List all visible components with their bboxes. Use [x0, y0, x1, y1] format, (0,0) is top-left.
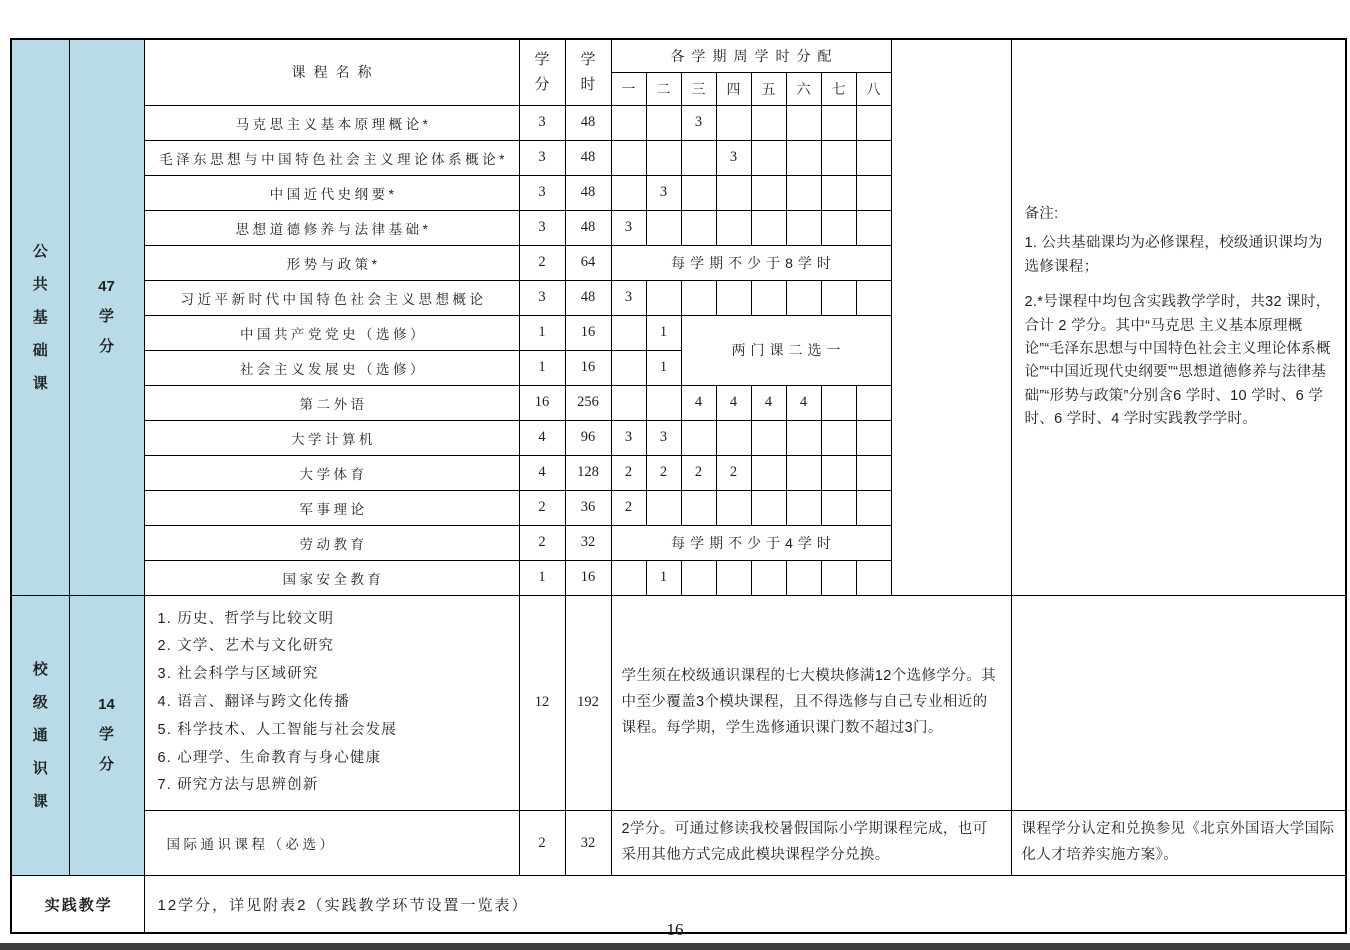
semester-cell: 3 — [646, 175, 681, 210]
semester-cell — [786, 420, 821, 455]
module-item: 3. 社会科学与区域研究 — [157, 666, 319, 683]
course-credits-cell: 3 — [519, 280, 565, 315]
semester-cell — [681, 560, 716, 595]
semester-cell — [681, 420, 716, 455]
course-name-cell: 中国共产党党史（选修） — [144, 315, 519, 350]
course-credits-cell: 1 — [519, 350, 565, 385]
header-hours-text: 学时 — [580, 50, 596, 94]
semester-cell — [821, 210, 856, 245]
remark-item-1: 1. 公共基础课均为必修课程，校级通识课均为选修课程； — [1024, 235, 1323, 275]
semester-cell — [611, 385, 646, 420]
semester-cell — [786, 560, 821, 595]
module-item: 2. 文学、艺术与文化研究 — [157, 638, 335, 655]
header-weekly-distribution: 各学期周学时分配 — [611, 39, 891, 72]
semester-cell — [716, 420, 751, 455]
semester-cell — [821, 175, 856, 210]
semester-cell — [646, 280, 681, 315]
course-name-cell: 思想道德修养与法律基础* — [144, 210, 519, 245]
semester-cell — [856, 420, 891, 455]
module-item: 7. 研究方法与思辨创新 — [157, 777, 319, 794]
intl-course-name-cell: 国际通识课程（必选） — [144, 811, 519, 876]
semester-cell — [751, 175, 786, 210]
course-name-cell: 中国近代史纲要* — [144, 175, 519, 210]
semester-cell — [646, 385, 681, 420]
header-semester-5: 五 — [751, 72, 786, 105]
intl-right-note-cell: 课程学分认定和兑换参见《北京外国语大学国际化人才培养实施方案》。 — [1011, 811, 1346, 876]
course-hours-cell: 36 — [565, 490, 611, 525]
semester-cell — [751, 210, 786, 245]
module-list-cell — [144, 595, 519, 811]
intl-credits-cell: 2 — [519, 811, 565, 876]
page-number: 16 — [666, 920, 684, 939]
course-name-cell: 形势与政策* — [144, 245, 519, 280]
practice-content-cell: 12学分，详见附表2（实践教学环节设置一览表） — [144, 875, 1346, 933]
semester-cell — [681, 490, 716, 525]
course-credits-cell: 3 — [519, 175, 565, 210]
semester-cell: 1 — [646, 350, 681, 385]
header-hours — [565, 39, 611, 105]
semester-cell: 4 — [716, 385, 751, 420]
header-course-name: 课程名称 — [144, 39, 519, 105]
course-hours-cell: 256 — [565, 385, 611, 420]
course-hours-cell: 48 — [565, 280, 611, 315]
course-credits-cell: 2 — [519, 245, 565, 280]
semester-cell — [856, 560, 891, 595]
semester-cell — [856, 280, 891, 315]
semester-cell — [751, 420, 786, 455]
semester-cell — [786, 175, 821, 210]
section-credits-public-basic — [69, 39, 144, 595]
semester-cell — [786, 105, 821, 140]
course-hours-cell: 16 — [565, 350, 611, 385]
section-credits-text: 47学分 — [98, 278, 115, 356]
header-row-1 — [11, 39, 1346, 72]
course-hours-cell: 32 — [565, 525, 611, 560]
semester-cell — [751, 455, 786, 490]
semester-cell — [751, 140, 786, 175]
module-item: 6. 心理学、生命教育与身心健康 — [157, 749, 382, 766]
semester-cell — [646, 140, 681, 175]
semester-cell — [786, 490, 821, 525]
course-hours-cell: 96 — [565, 420, 611, 455]
semester-cell — [856, 455, 891, 490]
semester-cell — [821, 455, 856, 490]
remarks-block — [1012, 203, 1346, 432]
semester-cell — [856, 175, 891, 210]
semester-cell — [751, 490, 786, 525]
empty-spacer-column — [891, 39, 1011, 595]
header-semester-6: 六 — [786, 72, 821, 105]
header-semester-3: 三 — [681, 72, 716, 105]
semester-cell: 1 — [646, 560, 681, 595]
semester-cell — [611, 175, 646, 210]
header-semester-1: 一 — [611, 72, 646, 105]
semester-cell — [856, 140, 891, 175]
course-credits-cell: 4 — [519, 455, 565, 490]
semester-cell — [611, 140, 646, 175]
course-hours-cell: 48 — [565, 210, 611, 245]
semester-cell — [611, 105, 646, 140]
remarks-title: 备注: — [1024, 205, 1059, 222]
course-hours-cell: 48 — [565, 175, 611, 210]
footer-bar — [0, 943, 1350, 950]
semester-cell — [681, 140, 716, 175]
semester-cell — [681, 280, 716, 315]
two-choose-one-cell: 两门课二选一 — [681, 315, 891, 385]
semester-cell — [856, 385, 891, 420]
semester-cell: 4 — [786, 385, 821, 420]
semester-cell — [856, 210, 891, 245]
course-name-cell: 劳动教育 — [144, 525, 519, 560]
semester-cell — [611, 560, 646, 595]
module-item: 5. 科学技术、人工智能与社会发展 — [157, 721, 398, 738]
semester-cell — [751, 105, 786, 140]
course-name-cell: 毛泽东思想与中国特色社会主义理论体系概论* — [144, 140, 519, 175]
section-label-text: 公共基础课 — [32, 242, 48, 392]
course-name-cell: 习近平新时代中国特色社会主义思想概论 — [144, 280, 519, 315]
practice-label-cell: 实践教学 — [11, 875, 144, 933]
course-name-cell: 第二外语 — [144, 385, 519, 420]
course-credits-cell: 4 — [519, 420, 565, 455]
semester-cell — [681, 210, 716, 245]
semester-cell: 2 — [716, 455, 751, 490]
course-credits-cell: 16 — [519, 385, 565, 420]
semester-cell: 2 — [611, 490, 646, 525]
course-name-cell: 大学体育 — [144, 455, 519, 490]
remarks-empty-cell — [1011, 595, 1346, 811]
semester-cell — [646, 210, 681, 245]
semester-cell: 2 — [681, 455, 716, 490]
semester-cell — [716, 490, 751, 525]
course-name-cell: 社会主义发展史（选修） — [144, 350, 519, 385]
semester-cell: 3 — [716, 140, 751, 175]
semester-cell — [856, 105, 891, 140]
header-semester-4: 四 — [716, 72, 751, 105]
semester-cell: 1 — [646, 315, 681, 350]
course-credits-cell: 3 — [519, 105, 565, 140]
course-credits-cell: 2 — [519, 490, 565, 525]
semester-cell — [646, 490, 681, 525]
header-credits — [519, 39, 565, 105]
header-semester-2: 二 — [646, 72, 681, 105]
curriculum-table — [10, 38, 1347, 934]
semester-cell: 3 — [681, 105, 716, 140]
semester-cell — [681, 175, 716, 210]
semester-cell: 2 — [646, 455, 681, 490]
semester-cell: 4 — [751, 385, 786, 420]
section-label-general-ed — [11, 595, 69, 875]
course-name-cell: 大学计算机 — [144, 420, 519, 455]
general-ed-row — [11, 595, 1346, 811]
header-semester-7: 七 — [821, 72, 856, 105]
semester-cell — [821, 490, 856, 525]
course-name-cell: 国家安全教育 — [144, 560, 519, 595]
semester-cell — [786, 140, 821, 175]
modules-credits-cell: 12 — [519, 595, 565, 811]
modules-hours-cell: 192 — [565, 595, 611, 811]
semester-cell — [716, 560, 751, 595]
semester-cell: 3 — [611, 280, 646, 315]
semester-cell — [786, 455, 821, 490]
intl-note-cell: 2学分。可通过修读我校暑假国际小学期课程完成，也可采用其他方式完成此模块课程学分兑换。 — [611, 811, 1011, 876]
intl-hours-cell: 32 — [565, 811, 611, 876]
module-item: 1. 历史、哲学与比较文明 — [157, 610, 335, 627]
semester-cell — [646, 105, 681, 140]
course-name-cell: 军事理论 — [144, 490, 519, 525]
course-credits-cell: 3 — [519, 210, 565, 245]
semester-cell — [786, 210, 821, 245]
course-credits-cell: 1 — [519, 560, 565, 595]
section-credits-general-ed — [69, 595, 144, 875]
course-credits-cell: 3 — [519, 140, 565, 175]
course-credits-cell: 2 — [519, 525, 565, 560]
course-hours-cell: 128 — [565, 455, 611, 490]
remarks-cell — [1011, 39, 1346, 595]
semester-cell — [821, 385, 856, 420]
semester-cell: 3 — [611, 420, 646, 455]
semester-cell — [821, 105, 856, 140]
semester-cell — [821, 140, 856, 175]
section-label-text: 校级通识课 — [32, 660, 48, 810]
semester-cell — [716, 280, 751, 315]
module-item: 4. 语言、翻译与跨文化传播 — [157, 693, 350, 710]
semester-cell — [786, 280, 821, 315]
semester-cell — [751, 280, 786, 315]
remark-item-2: 2.*号课程中均包含实践教学学时，共32 课时，合计 2 学分。其中“马克思 主义基本原理概论”“毛泽东思想与中国特色社会主义理论体系概论”“中国近现代史纲要”“思想道德修养与法律基础”“形势与政策”分别含6 学时、10 学时、6 学时、6 学时、4 学时实践教学学时。 — [1024, 294, 1331, 428]
header-credits-text: 学分 — [534, 50, 550, 94]
course-hours-cell: 64 — [565, 245, 611, 280]
semester-cell: 3 — [646, 420, 681, 455]
semester-cell — [611, 350, 646, 385]
semester-span-note-cell: 每学期不少于4学时 — [611, 525, 891, 560]
course-hours-cell: 16 — [565, 560, 611, 595]
course-hours-cell: 48 — [565, 140, 611, 175]
semester-cell: 3 — [611, 210, 646, 245]
course-name-cell: 马克思主义基本原理概论* — [144, 105, 519, 140]
section-label-public-basic — [11, 39, 69, 595]
intl-course-row — [11, 811, 1346, 876]
course-credits-cell: 1 — [519, 315, 565, 350]
header-semester-8: 八 — [856, 72, 891, 105]
semester-cell — [716, 210, 751, 245]
semester-cell — [821, 560, 856, 595]
course-hours-cell: 16 — [565, 315, 611, 350]
course-hours-cell: 48 — [565, 105, 611, 140]
semester-cell — [716, 105, 751, 140]
semester-span-note-cell: 每学期不少于8学时 — [611, 245, 891, 280]
semester-cell: 2 — [611, 455, 646, 490]
section-credits-text: 14学分 — [98, 696, 115, 774]
semester-cell — [716, 175, 751, 210]
modules-note-cell: 学生须在校级通识课程的七大模块修满12个选修学分。其中至少覆盖3个模块课程，且不得选修与自己专业相近的课程。每学期，学生选修通识课门数不超过3门。 — [611, 595, 1011, 811]
semester-cell: 4 — [681, 385, 716, 420]
semester-cell — [821, 420, 856, 455]
semester-cell — [611, 315, 646, 350]
semester-cell — [856, 490, 891, 525]
semester-cell — [751, 560, 786, 595]
semester-cell — [821, 280, 856, 315]
